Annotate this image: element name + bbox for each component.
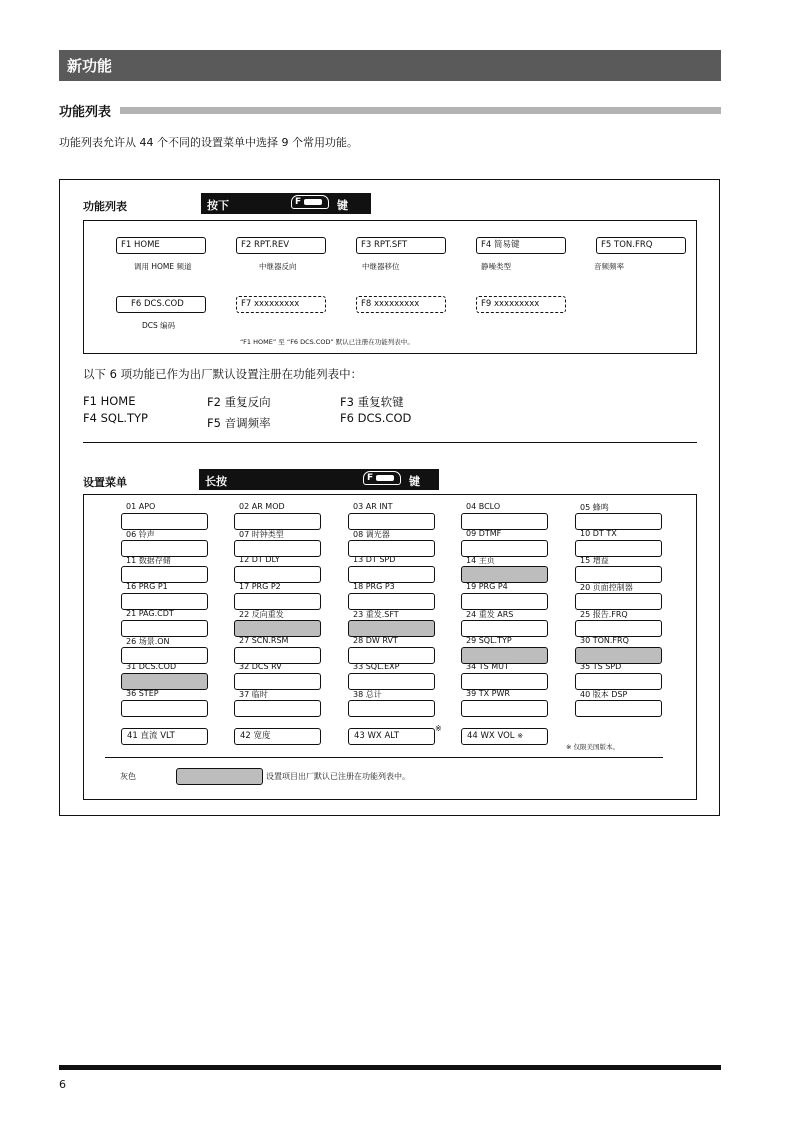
key-label: 键 bbox=[409, 475, 420, 488]
default-item-5: F5 音调频率 bbox=[207, 416, 271, 430]
menu-item-label: 14 主页 bbox=[466, 556, 495, 566]
menu-item-label: 26 场景.ON bbox=[126, 636, 170, 646]
menu-item-label: 10 DT TX bbox=[580, 528, 617, 538]
function-list-label: 功能列表 bbox=[83, 200, 127, 213]
fkey-caption-1: 调用 HOME 频道 bbox=[134, 262, 192, 271]
fkey-slot-3: F3 RPT.SFT bbox=[356, 237, 446, 254]
menu-item-label: 04 BCLO bbox=[466, 502, 501, 511]
section-title: 功能列表 bbox=[59, 105, 112, 120]
menu-item-box bbox=[461, 513, 548, 530]
menu-item-label: 33 SQL.EXP bbox=[353, 662, 400, 672]
menu-item-42: 42 宽度 bbox=[234, 728, 321, 745]
menu-item-label: 22 反向重发 bbox=[239, 609, 284, 619]
menu-item-box bbox=[575, 700, 662, 717]
default-item-4: F4 SQL.TYP bbox=[83, 411, 148, 425]
f-key-icon: F bbox=[291, 195, 329, 209]
fkey-caption-2: 中继器反向 bbox=[259, 262, 297, 271]
menu-item-label: 40 版本 DSP bbox=[580, 689, 628, 699]
fkey-slot-5: F5 TON.FRQ bbox=[596, 237, 686, 254]
menu-item-box bbox=[121, 593, 208, 610]
menu-item-box bbox=[575, 620, 662, 637]
menu-item-box bbox=[575, 513, 662, 530]
press-key-bar bbox=[201, 193, 371, 214]
menu-item-box bbox=[234, 593, 321, 610]
menu-item-label: 03 AR INT bbox=[353, 502, 393, 511]
menu-item-box bbox=[234, 540, 321, 557]
menu-item-box bbox=[234, 513, 321, 530]
us-only-mark-44: ※ bbox=[517, 732, 524, 740]
menu-item-label: 02 AR MOD bbox=[239, 502, 285, 511]
menu-item-box bbox=[348, 540, 435, 557]
menu-item-label: 39 TX PWR bbox=[466, 688, 510, 698]
menu-item-box-default bbox=[348, 620, 435, 637]
fkey-slot-4: F4 简易键 bbox=[476, 237, 566, 254]
key-label: 键 bbox=[337, 199, 348, 212]
us-only-mark-43: ※ bbox=[435, 724, 442, 733]
menu-item-label: 23 重发.SFT bbox=[353, 609, 399, 619]
menu-item-box-default bbox=[461, 647, 548, 664]
menu-item-label: 38 总计 bbox=[353, 689, 382, 699]
menu-item-box bbox=[575, 566, 662, 583]
menu-item-label: 34 TS MUT bbox=[466, 662, 509, 672]
menu-item-44: 44 WX VOL ※ bbox=[461, 728, 548, 745]
menu-item-box bbox=[575, 593, 662, 610]
default-item-1: F1 HOME bbox=[83, 394, 136, 408]
menu-item-label: 08 调光器 bbox=[353, 529, 390, 539]
fkey-slot-7: F7 xxxxxxxxx bbox=[236, 296, 326, 313]
function-list-note: “F1 HOME” 至 “F6 DCS.COD” 默认已注册在功能列表中。 bbox=[240, 338, 414, 346]
menu-item-label: 35 TS SPD bbox=[580, 662, 622, 672]
legend-gray-swatch bbox=[176, 768, 263, 785]
hold-label: 长按 bbox=[205, 475, 227, 488]
header-title: 新功能 bbox=[67, 57, 113, 75]
menu-item-label: 19 PRG P4 bbox=[466, 582, 508, 592]
menu-item-label: 27 SCN.RSM bbox=[239, 635, 289, 645]
menu-item-box bbox=[575, 673, 662, 690]
menu-item-label: 15 增益 bbox=[580, 556, 609, 566]
menu-item-box-default bbox=[234, 620, 321, 637]
menu-item-box bbox=[461, 593, 548, 610]
menu-item-label: 09 DTMF bbox=[466, 528, 502, 538]
menu-item-box-default bbox=[461, 566, 548, 583]
menu-item-label: 21 PAG.CDT bbox=[126, 608, 174, 618]
menu-item-label: 05 蜂鸣 bbox=[580, 503, 609, 512]
header-bar bbox=[59, 50, 721, 81]
menu-item-label: 29 SQL.TYP bbox=[466, 635, 512, 645]
fkey-caption-4: 静噪类型 bbox=[481, 262, 511, 271]
menu-item-label: 31 DCS.COD bbox=[126, 662, 177, 672]
menu-item-box bbox=[121, 540, 208, 557]
divider bbox=[83, 442, 697, 443]
hold-key-bar bbox=[199, 469, 439, 490]
menu-item-label: 12 DT DLY bbox=[239, 555, 280, 565]
menu-item-label: 20 页面控制器 bbox=[580, 583, 633, 593]
menu-item-label: 28 DW RVT bbox=[353, 635, 398, 645]
menu-item-label: 06 铃声 bbox=[126, 529, 155, 539]
menu-item-box bbox=[575, 540, 662, 557]
fkey-caption-6: DCS 编码 bbox=[142, 321, 176, 330]
page-number: 6 bbox=[59, 1078, 66, 1091]
menu-item-box bbox=[121, 513, 208, 530]
menu-item-box bbox=[461, 700, 548, 717]
menu-item-box-default bbox=[121, 673, 208, 690]
default-item-6: F6 DCS.COD bbox=[340, 411, 412, 425]
menu-item-label: 24 重发 ARS bbox=[466, 609, 514, 619]
menu-item-box bbox=[121, 566, 208, 583]
fkey-slot-9: F9 xxxxxxxxx bbox=[476, 296, 566, 313]
menu-item-box bbox=[234, 673, 321, 690]
menu-item-label: 07 时钟类型 bbox=[239, 529, 284, 539]
legend-label: 灰色 bbox=[120, 772, 136, 781]
menu-item-box bbox=[348, 647, 435, 664]
fkey-slot-2: F2 RPT.REV bbox=[236, 237, 326, 254]
menu-item-label: 30 TON.FRQ bbox=[580, 635, 629, 645]
menu-item-label: 13 DT SPD bbox=[353, 555, 396, 565]
menu-item-label: 01 APO bbox=[126, 502, 156, 511]
menu-item-box-default bbox=[575, 647, 662, 664]
fkey-caption-3: 中继器移位 bbox=[362, 262, 400, 271]
fkey-caption-5: 音频频率 bbox=[594, 262, 624, 271]
menu-item-label: 36 STEP bbox=[126, 688, 159, 698]
defaults-heading: 以下 6 项功能已作为出厂默认设置注册在功能列表中： bbox=[83, 367, 363, 381]
menu-item-box bbox=[348, 593, 435, 610]
menu-item-box bbox=[348, 513, 435, 530]
menu-item-box bbox=[234, 647, 321, 664]
menu-item-box bbox=[121, 647, 208, 664]
menu-item-box bbox=[461, 540, 548, 557]
menu-item-43: 43 WX ALT bbox=[348, 728, 435, 745]
menu-item-box bbox=[348, 673, 435, 690]
press-label: 按下 bbox=[207, 199, 229, 212]
menu-item-label: 11 数据存储 bbox=[126, 556, 171, 566]
default-item-2: F2 重复反向 bbox=[207, 395, 271, 409]
default-item-3: F3 重复软键 bbox=[340, 395, 404, 409]
menu-item-box bbox=[234, 700, 321, 717]
menu-item-label: 17 PRG P2 bbox=[239, 582, 281, 592]
menu-item-41: 41 直流 VLT bbox=[121, 728, 208, 745]
menu-item-box bbox=[234, 566, 321, 583]
section-rule bbox=[120, 107, 721, 114]
menu-item-box bbox=[121, 700, 208, 717]
setup-menu-label: 设置菜单 bbox=[83, 476, 127, 489]
legend-divider bbox=[105, 757, 663, 758]
legend-text: 设置项目出厂默认已注册在功能列表中。 bbox=[266, 772, 410, 781]
menu-item-box bbox=[348, 566, 435, 583]
fkey-slot-8: F8 xxxxxxxxx bbox=[356, 296, 446, 313]
menu-item-label: 18 PRG P3 bbox=[353, 582, 395, 592]
f-key-icon: F bbox=[363, 471, 401, 485]
menu-item-label: 16 PRG P1 bbox=[126, 582, 168, 592]
menu-item-box bbox=[121, 620, 208, 637]
fkey-slot-6: F6 DCS.COD bbox=[116, 296, 206, 313]
us-only-note: ※ 仅限美国版本。 bbox=[566, 743, 620, 751]
menu-item-box bbox=[461, 673, 548, 690]
menu-item-label: 32 DCS RV bbox=[239, 662, 282, 672]
menu-item-label: 25 报告.FRQ bbox=[580, 609, 628, 619]
menu-item-box bbox=[348, 700, 435, 717]
fkey-slot-1: F1 HOME bbox=[116, 237, 206, 254]
intro-text: 功能列表允许从 44 个不同的设置菜单中选择 9 个常用功能。 bbox=[59, 136, 358, 149]
footer-bar bbox=[59, 1065, 721, 1070]
menu-item-box bbox=[461, 620, 548, 637]
menu-item-label: 37 临时 bbox=[239, 689, 268, 699]
